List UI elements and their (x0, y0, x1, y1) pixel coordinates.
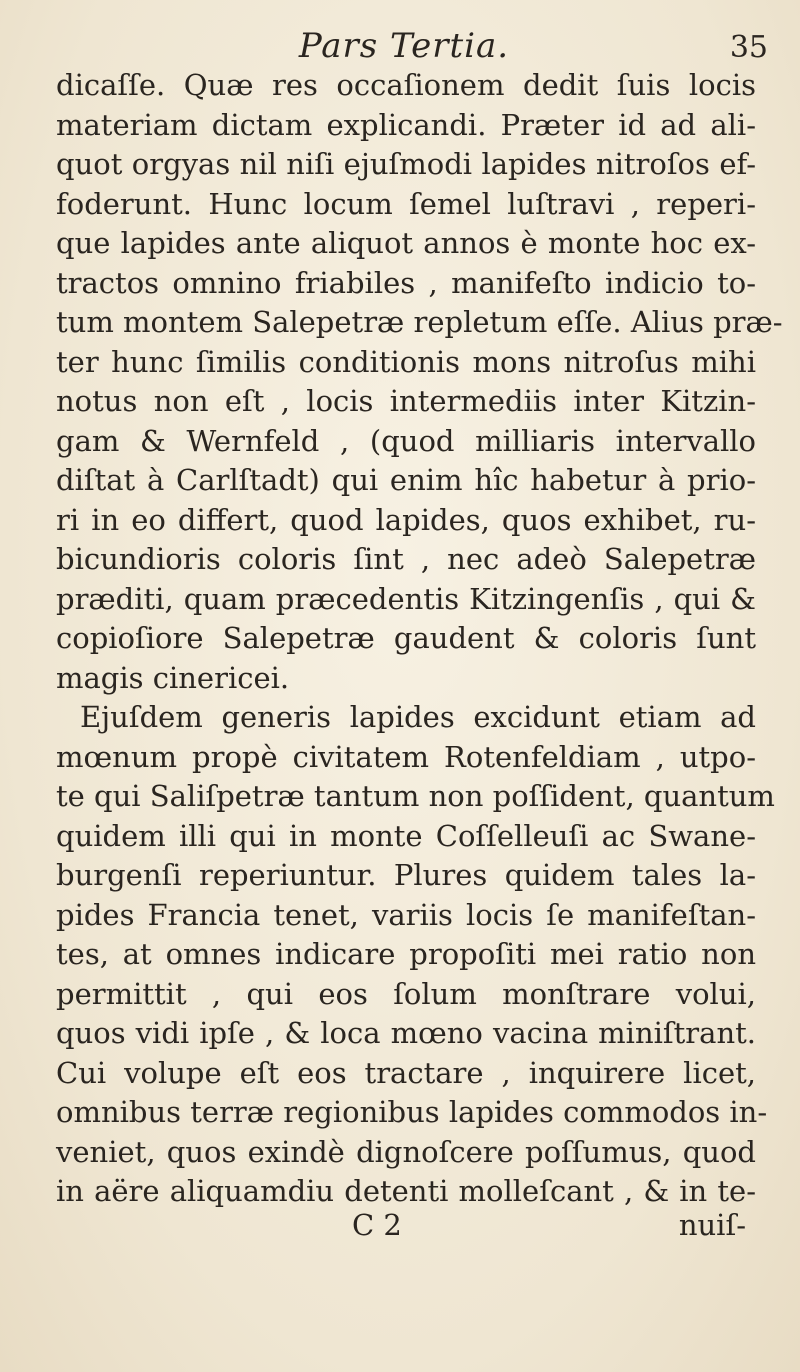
text-line: omnibus terræ regionibus lapides commodos in- (56, 1095, 768, 1129)
signature-mark: C 2 (352, 1208, 402, 1242)
text-line: gam & Wernfeld , (quod milliaris intervallo (56, 423, 756, 458)
text-line: veniet, quos exindè dignoſcere poſſumus, quod (56, 1134, 756, 1169)
text-line: que lapides ante aliquot annos è monte hoc ex- (56, 226, 756, 260)
page-footer (56, 1208, 756, 1248)
text-line: tractos omnino friabiles , manifeſto indicio to- (56, 265, 756, 300)
text-line: Cui volupe eſt eos tractare , inquirere licet, (56, 1055, 756, 1090)
text-line: præditi, quam præcedentis Kitzingenſis , qui & (56, 581, 756, 616)
page-header (40, 18, 768, 72)
text-line: magis cinericei. (56, 660, 290, 695)
page-number: 35 (729, 30, 768, 65)
text-line: bicundioris coloris ſint , nec adeò Salepetræ (56, 542, 756, 576)
text-line: quot orgyas nil niſi ejuſmodi lapides nitroſos ef- (56, 147, 756, 181)
text-line: notus non eſt , locis intermediis inter Kitzin- (56, 384, 756, 418)
text-line: materiam dictam explicandi. Præter id ad ali- (56, 107, 756, 142)
text-line: mœnum propè civitatem Rotenfeldiam , utpo- (56, 739, 756, 774)
text-line: Ejuſdem generis lapides excidunt etiam ad (80, 700, 756, 734)
text-line: foderunt. Hunc locum ſemel luſtravi , reperi- (56, 186, 756, 221)
text-line: te qui Saliſpetræ tantum non poſſident, quantum (56, 779, 775, 813)
text-line: ter hunc ſimilis conditionis mons nitroſus mihi (56, 344, 756, 379)
text-line: diſtat à Carlſtadt) qui enim hîc habetur à prio- (56, 463, 756, 497)
text-line: tes, at omnes indicare propoſiti mei ratio non (56, 937, 756, 971)
body-text (56, 66, 783, 1212)
text-line: tum montem Salepetræ repletum eſſe. Alius præ- (56, 305, 783, 339)
running-head: Pars Tertia. (298, 26, 510, 66)
text-line: quidem illi qui in monte Coſſelleuſi ac Swane- (56, 818, 756, 853)
text-line: quos vidi ipſe , & loca mœno vacina miniſtrant. (56, 1016, 756, 1050)
text-line: copioſiore Salepetræ gaudent & coloris ſunt (56, 621, 756, 655)
text-line: pides Francia tenet, variis locis ſe manifeſtan- (56, 897, 756, 932)
text-line: permittit , qui eos ſolum monſtrare volui, (56, 976, 756, 1011)
text-line: burgenſi reperiuntur. Plures quidem tales la- (56, 858, 756, 892)
catchword: nuiſ- (678, 1208, 746, 1242)
text-line: ri in eo differt, quod lapides, quos exhibet, ru- (56, 502, 756, 537)
text-line: dicaſſe. Quæ res occaſionem dedit ſuis locis (56, 68, 756, 102)
text-line: in aëre aliquamdiu detenti molleſcant , & in te- (56, 1174, 756, 1208)
